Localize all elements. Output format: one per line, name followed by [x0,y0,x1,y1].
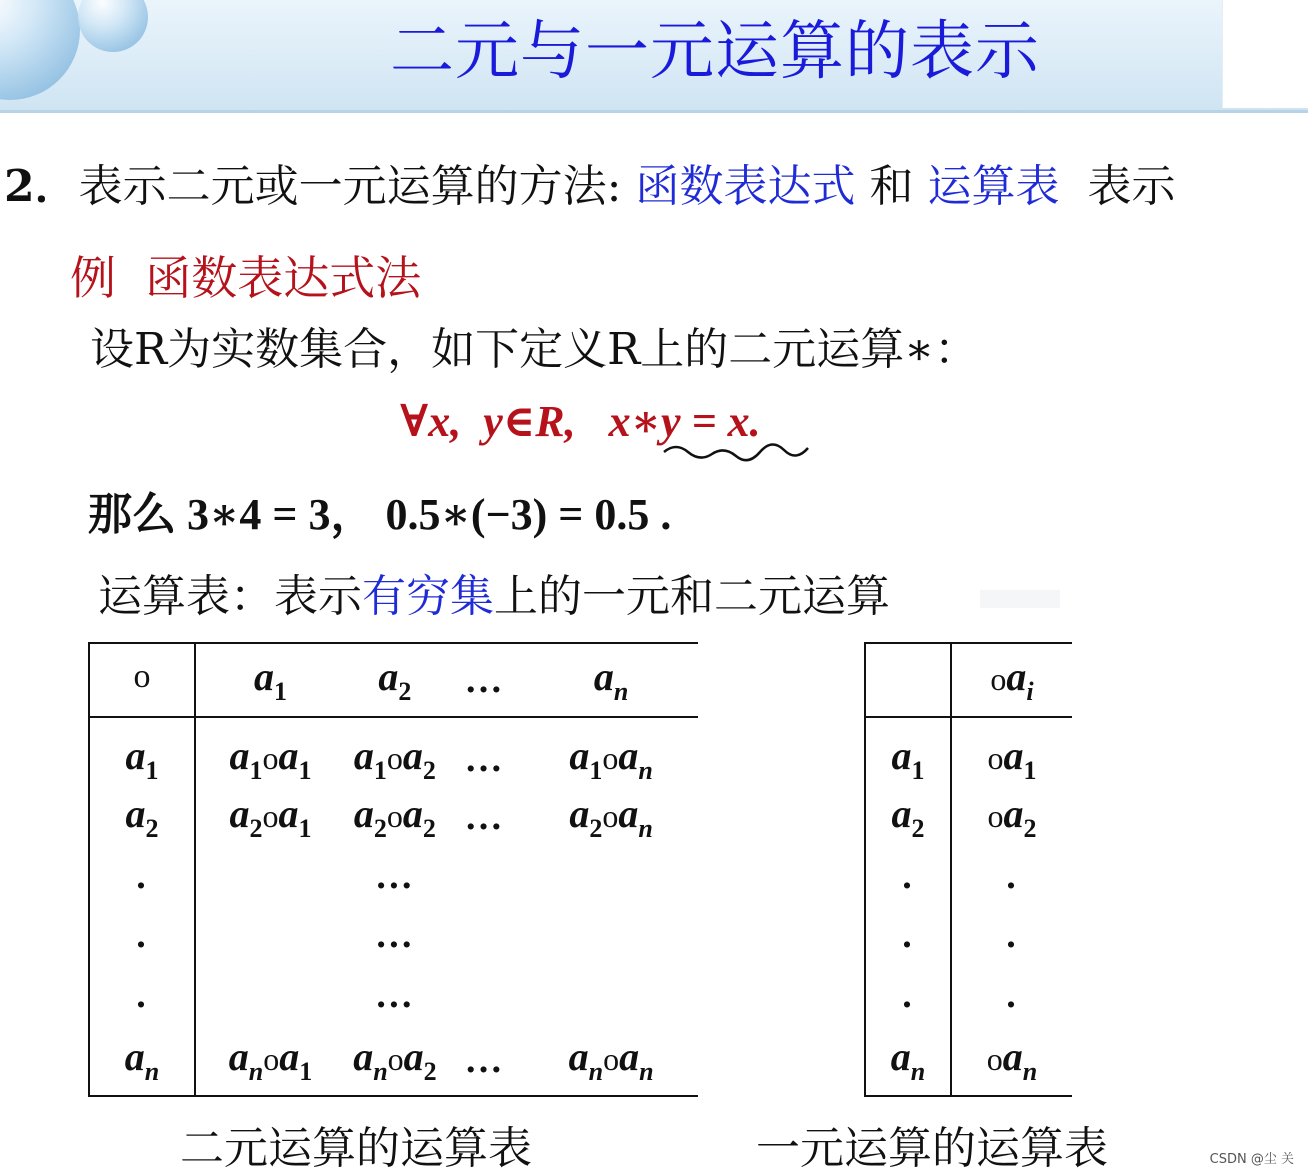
row-label-cell [89,717,195,788]
row-label-cell [89,1024,195,1096]
row-label-cell: $a_2$ [865,787,951,846]
point-suffix: 表示 [1087,161,1176,212]
decor-bubble-small [78,0,148,52]
conjunction: 和 [869,161,914,212]
row-label-cell: . [865,906,951,965]
header-cell [195,643,345,717]
table-cell: . [1006,855,1018,898]
table-cell: $a_1oa_1$ [229,733,312,786]
table-cell: … [374,855,415,898]
table-cell: . [1006,914,1018,957]
header-cell: $oa_i$ [990,653,1034,706]
formula-text: ∀x, y∈R, x∗y = x. [400,397,761,446]
formula-line [400,396,761,447]
table-cell: $a_1oa_n$ [569,733,653,786]
table-corner-cell [89,643,195,717]
table-cell: $a_2oa_1$ [229,790,312,843]
csdn-watermark: CSDN @尘 关 [1209,1152,1294,1167]
decor-bubble-large [0,0,80,100]
background-shade [980,590,1060,608]
unary-table-caption: 一元运算的运算表 [756,1123,1108,1174]
row-label-a2: $a_2$ [125,790,159,843]
header-an: $a_n$ [593,653,629,706]
binary-table-caption: 二元运算的运算表 [180,1123,532,1174]
table-cell: $a_noa_2$ [353,1033,437,1086]
table-intro-highlight: 有穷集 [362,571,494,622]
header-right-panel [1222,0,1308,108]
header-cell [345,643,445,717]
slide-title: 二元与一元运算的表示 [390,15,1040,89]
result-line: 那么 3∗4 = 3， 0.5∗(−3) = 0.5 . [88,490,672,539]
table-cell: $a_2oa_n$ [569,790,653,843]
row-label-a1: $a_1$ [125,733,159,786]
row-label-cell: . [89,846,195,905]
row-label-cell [89,787,195,846]
table-cell: … [464,738,505,781]
header-cell [445,643,524,717]
row-label-an: $a_n$ [124,1033,160,1086]
point-text: 表示二元或一元运算的方法: [78,161,622,212]
table-intro-pre: 运算表：表示 [98,571,362,622]
table-cell: . [1006,973,1018,1016]
header-oai: $a_i$ [1006,653,1034,706]
row-label-cell: $a_n$ [865,1024,951,1096]
row-label-cell: . [89,965,195,1024]
example-heading: 例 函数表达式法 [70,251,422,305]
table-cell: $a_noa_1$ [228,1033,313,1086]
table-cell: $oa_n$ [986,1033,1038,1086]
header-a1: $a_1$ [254,653,288,706]
header-cell [524,643,698,717]
table-intro-post: 上的一元和二元运算 [494,571,890,622]
definition-line: 设R为实数集合，如下定义R上的二元运算∗： [90,324,979,375]
table-corner-cell [865,643,951,717]
table-cell: … [464,795,505,838]
point-2-line [4,150,1175,214]
wavy-underline [662,442,812,464]
table-cell: $a_noa_n$ [568,1033,654,1086]
table-cell: $a_2oa_2$ [353,790,436,843]
slide-header [0,0,1308,113]
table-cell: … [374,973,415,1016]
point-number: 2． [4,161,79,212]
table-cell: $oa_1$ [987,733,1037,786]
header-ellipsis: … [464,658,505,701]
table-cell: … [464,1038,505,1081]
table-cell: $a_1oa_2$ [353,733,436,786]
row-label-cell: . [89,906,195,965]
table-cell: … [374,914,415,957]
method-operation-table: 运算表 [927,161,1060,212]
binary-operation-table [88,642,698,1097]
row-label-cell: . [865,965,951,1024]
row-label-cell: . [865,846,951,905]
header-a2: $a_2$ [378,653,412,706]
row-label-cell: $a_1$ [865,717,951,788]
operator-symbol: o [133,658,151,695]
table-intro-line [98,560,890,624]
table-cell: $oa_2$ [987,790,1037,843]
unary-operation-table [864,642,1072,1097]
method-function-expression: 函数表达式 [635,161,856,212]
